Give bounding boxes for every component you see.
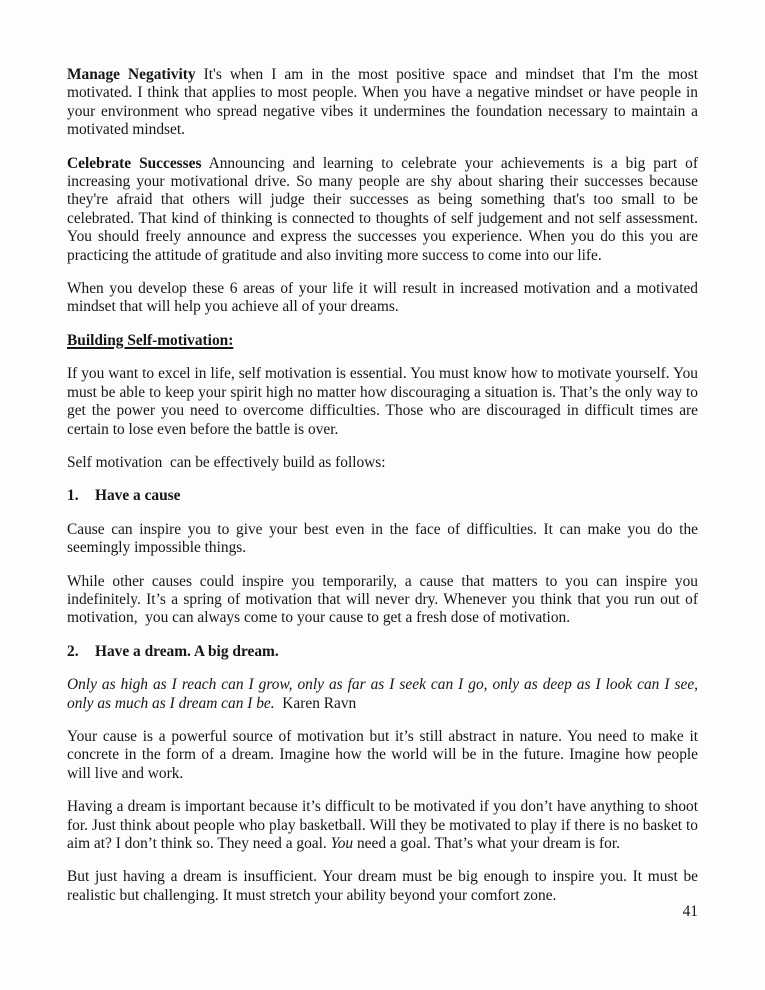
run-dream-important-you: You <box>330 835 354 852</box>
paragraph-cause-inspire: Cause can inspire you to give your best even in the face of difficulties. It can make you do the seemingly impossible things. <box>67 520 698 557</box>
page-number: 41 <box>682 903 698 920</box>
list-item-2-label: Have a dream. A big dream. <box>95 642 279 660</box>
document-body <box>67 66 698 920</box>
paragraph-excel-in-life: If you want to excel in life, self motivation is essential. You must know how to motivate yourself. You must be able to keep your spirit high no matter how discouraging a situation is. That’s the only way to get the power you need to overcome difficulties. Those who are discouraged in difficult times are certain to lose even before the battle is over. <box>67 365 698 438</box>
paragraph-cause-spring: While other causes could inspire you temporarily, a cause that matters to you can inspire you indefinitely. It’s a spring of motivation that will never dry. Whenever you think that you run out of motivation, you can always come to your cause to get a fresh dose of motivation. <box>67 572 698 627</box>
paragraph-celebrate-successes <box>67 155 698 265</box>
paragraph-build-intro: Self motivation can be effectively build as follows: <box>67 453 386 471</box>
paragraph-quote-karen-ravn <box>67 676 698 713</box>
run-celebrate-successes-body: Announcing and learning to celebrate your achievements is a big part of increasing your motivational drive. So many people are shy about sharing their successes because they're afraid that others will judge their successes as being something that's too small to be celebrated. That kind of thinking is connected to thoughts of self judgement and not self assessment. You should freely announce and express the successes you experience. When you do this you are practicing the attitude of gratitude and also inviting more success to come into our life. <box>67 154 698 264</box>
run-manage-negativity-lead: Manage Negativity <box>67 66 196 83</box>
list-item-have-a-dream <box>67 643 698 661</box>
run-quote-italic: Only as high as I reach can I grow, only as far as I seek can I go, only as deep as I look can I see, only as much as I dream can I be. <box>67 676 698 712</box>
paragraph-dream-important <box>67 798 698 853</box>
paragraph-dream-insufficient: But just having a dream is insufficient. Your dream must be big enough to inspire you. It must be realistic but challenging. It must stretch your ability beyond your comfort zone. <box>67 868 698 904</box>
list-item-1-number: 1. <box>67 487 79 505</box>
section-heading-building-self-motivation: Building Self-motivation: <box>67 331 234 349</box>
run-manage-negativity-body: It's when I am in the most positive space and mindset that I'm the most motivated. I think that applies to most people. When you have a negative mindset or have people in your environment who spread negative vibes it undermines the foundation necessary to maintain a motivated mindset. <box>67 66 698 139</box>
list-item-have-a-cause <box>67 487 698 505</box>
run-celebrate-successes-lead: Celebrate Successes <box>67 154 202 172</box>
run-quote-attribution: Karen Ravn <box>274 694 357 712</box>
list-item-2-number: 2. <box>67 642 79 660</box>
run-dream-important-after: need a goal. That’s what your dream is for. <box>353 835 620 852</box>
paragraph-develop-areas: When you develop these 6 areas of your life it will result in increased motivation and a motivated mindset that will help you achieve all of your dreams. <box>67 280 698 316</box>
run-dream-important-before: Having a dream is important because it’s difficult to be motivated if you don’t have anything to shoot for. Just think about people who play basketball. Will they be motivated to play if there is no basket to aim at? I don’t think so. They need a goal. <box>67 798 698 852</box>
paragraph-manage-negativity <box>67 66 698 140</box>
paragraph-dream-concrete: Your cause is a powerful source of motivation but it’s still abstract in nature. You need to make it concrete in the form of a dream. Imagine how the world will be in the future. Imagine how people will live and work. <box>67 727 698 782</box>
list-item-1-label: Have a cause <box>95 487 181 505</box>
